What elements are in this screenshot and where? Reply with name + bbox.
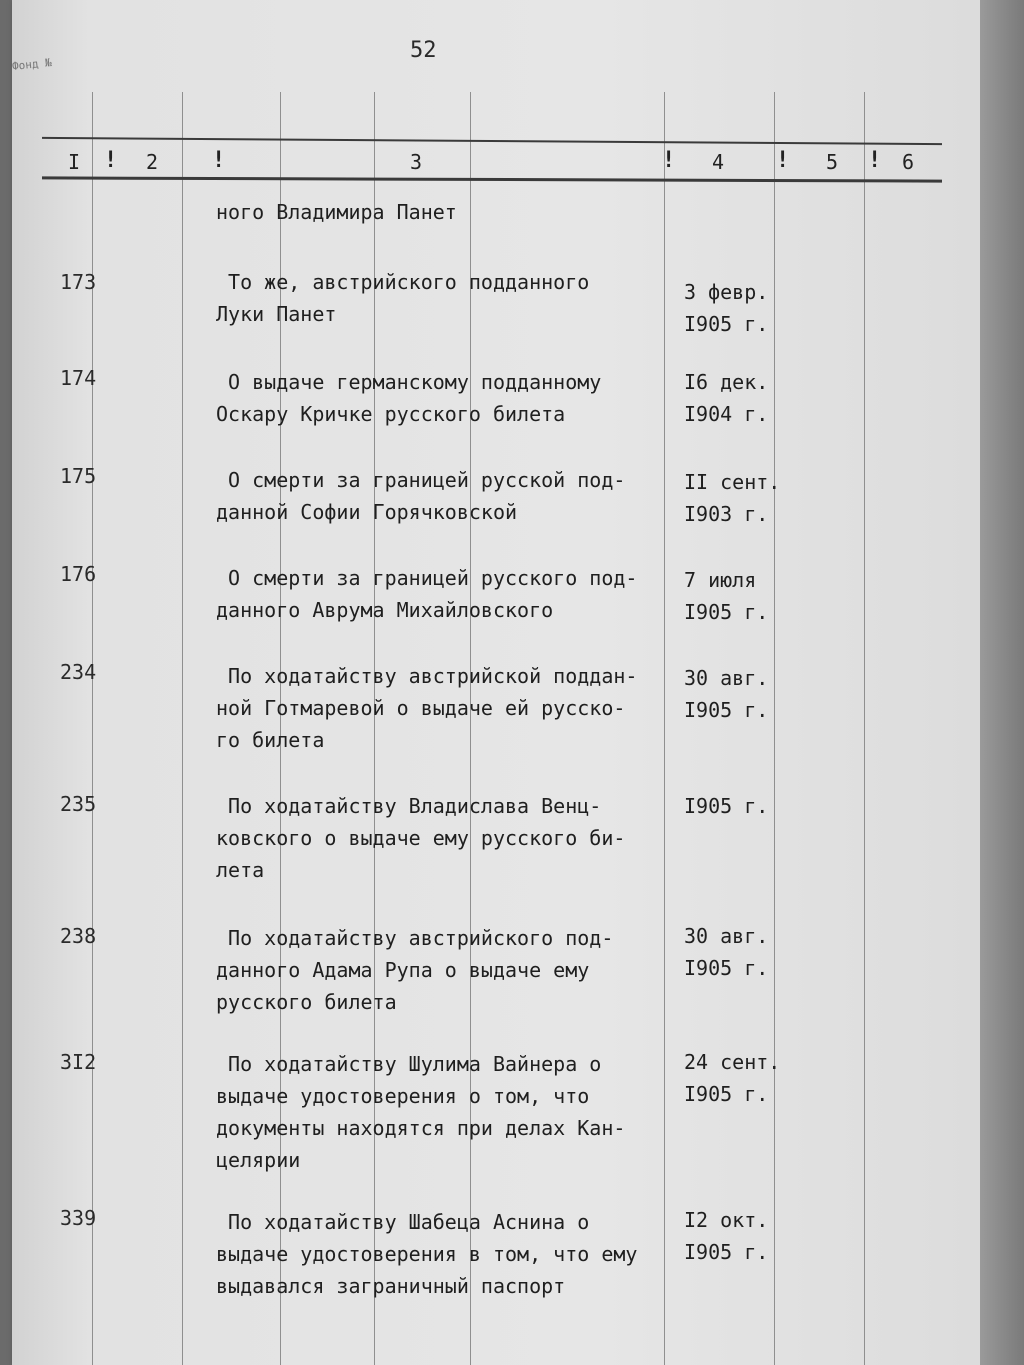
entry-number: 235 <box>60 792 97 816</box>
entry-description: О смерти за границей русского под- данного Аврума Михайловского <box>216 566 638 622</box>
entry-number: 339 <box>60 1206 97 1230</box>
entry-date: II сент. I903 г. <box>684 470 781 526</box>
entry-date: I905 г. <box>684 794 769 818</box>
entry-date: 7 июля I905 г. <box>684 568 769 624</box>
column-separator-mark: ! <box>776 148 790 173</box>
entry-number: 176 <box>60 562 97 586</box>
column-divider <box>182 92 183 1365</box>
entry-number: 174 <box>60 366 97 390</box>
entry-date: 30 авг. I905 г. <box>684 924 769 980</box>
entry-date: 24 сент. I905 г. <box>684 1050 781 1106</box>
column-number-3: 3 <box>410 150 423 174</box>
entry-description: По ходатайству австрийской поддан- ной Готмаревой о выдаче ей русско- го билета <box>216 664 638 752</box>
column-number-1: I <box>68 150 81 174</box>
column-separator-mark: ! <box>662 148 676 173</box>
entry-date: I6 дек. I904 г. <box>684 370 769 426</box>
document-page <box>12 0 980 1365</box>
entry-number: 175 <box>60 464 97 488</box>
entry-description: ного Владимира Панет <box>216 200 457 224</box>
column-number-6: 6 <box>902 150 915 174</box>
column-number-4: 4 <box>712 150 725 174</box>
entry-number: 238 <box>60 924 97 948</box>
header-rule-bottom <box>42 176 942 182</box>
entry-date: I2 окт. I905 г. <box>684 1208 769 1264</box>
next-page-edge <box>980 0 1024 1365</box>
entry-description: То же, австрийского подданного Луки Панет <box>216 270 590 326</box>
entry-description: По ходатайству австрийского под- данного Адама Рупа о выдаче ему русского билета <box>216 926 614 1014</box>
entry-description: О выдаче германскому подданному Оскару Кричке русского билета <box>216 370 602 426</box>
entry-description: По ходатайству Шулима Вайнера о выдаче удостоверения о том, что документы находятся при делах Кан- целярии <box>216 1052 626 1172</box>
entry-date: 30 авг. I905 г. <box>684 666 769 722</box>
column-divider <box>864 92 865 1365</box>
column-number-5: 5 <box>826 150 839 174</box>
entry-number: 173 <box>60 270 97 294</box>
entry-description: О смерти за границей русской под- данной Софии Горячковской <box>216 468 626 524</box>
column-separator-mark: ! <box>212 148 226 173</box>
entry-date: 3 февр. I905 г. <box>684 280 769 336</box>
margin-mark: Фонд № <box>11 55 53 74</box>
column-separator-mark: ! <box>104 148 118 173</box>
column-divider <box>774 92 775 1365</box>
entry-number: 234 <box>60 660 97 684</box>
header-rule-top <box>42 137 942 145</box>
column-separator-mark: ! <box>868 148 882 173</box>
entry-description: По ходатайству Шабеца Аснина о выдаче удостоверения в том, что ему выдавался заграничный паспорт <box>216 1210 638 1298</box>
page-number: 52 <box>410 38 437 63</box>
column-number-2: 2 <box>146 150 159 174</box>
entry-description: По ходатайству Владислава Венц- ковского о выдаче ему русского би- лета <box>216 794 626 882</box>
entry-number: 3I2 <box>60 1050 97 1074</box>
